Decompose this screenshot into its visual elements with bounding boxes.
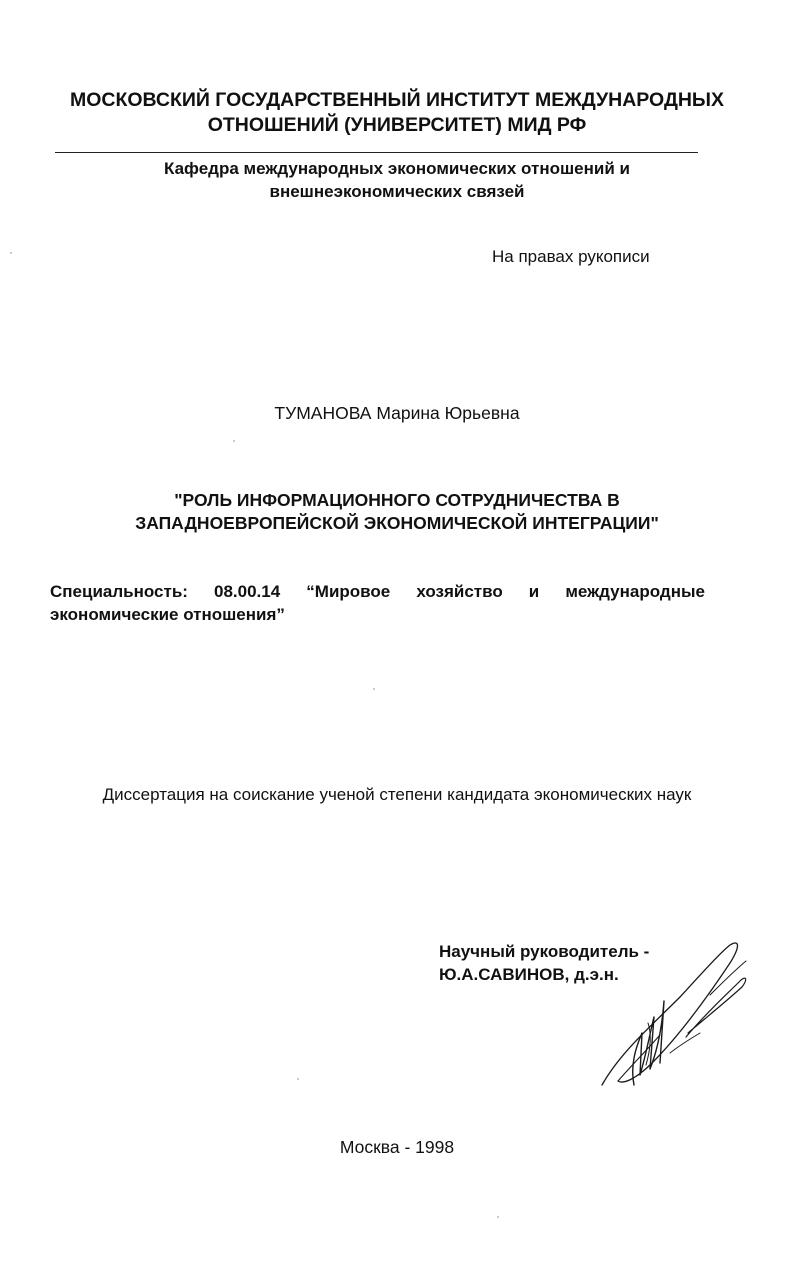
specialty-word: “Мировое bbox=[306, 582, 391, 601]
institution-name bbox=[40, 88, 754, 138]
specialty-line-2: экономические отношения” bbox=[50, 605, 285, 624]
supervisor-role: Научный руководитель - bbox=[439, 942, 650, 961]
scan-speck bbox=[10, 252, 12, 254]
dissertation-purpose: Диссертация на соискание ученой степени кандидата экономических наук bbox=[102, 785, 692, 804]
title-line-1: "РОЛЬ ИНФОРМАЦИОННОГО СОТРУДНИЧЕСТВА В bbox=[174, 490, 620, 510]
institution-line-1: МОСКОВСКИЙ ГОСУДАРСТВЕННЫЙ ИНСТИТУТ МЕЖДУНАРОДНЫХ bbox=[69, 89, 725, 111]
specialty-word: международные bbox=[565, 582, 705, 601]
specialty-line-1 bbox=[50, 580, 705, 603]
supervisor-signature bbox=[590, 935, 755, 1090]
institution-line-2: ОТНОШЕНИЙ (УНИВЕРСИТЕТ) МИД РФ bbox=[207, 114, 587, 136]
scan-speck bbox=[233, 440, 235, 442]
department-line-2: внешнеэкономических связей bbox=[269, 182, 525, 201]
specialty-word: Специальность: bbox=[50, 582, 188, 601]
author-name: ТУМАНОВА Марина Юрьевна bbox=[274, 403, 520, 423]
specialty-word: хозяйство bbox=[416, 582, 503, 601]
header-divider bbox=[55, 152, 698, 153]
dissertation-title bbox=[40, 489, 754, 535]
scan-speck bbox=[373, 688, 375, 690]
specialty bbox=[50, 580, 705, 626]
department-line-1: Кафедра международных экономических отношений и bbox=[164, 159, 630, 178]
city-year: Москва - 1998 bbox=[339, 1137, 455, 1157]
specialty-word: и bbox=[528, 582, 540, 601]
scan-speck bbox=[497, 1216, 499, 1218]
supervisor-name: Ю.А.САВИНОВ, д.э.н. bbox=[439, 965, 619, 984]
scan-speck bbox=[297, 1078, 299, 1080]
title-line-2: ЗАПАДНОЕВРОПЕЙСКОЙ ЭКОНОМИЧЕСКОЙ ИНТЕГРАЦИИ" bbox=[135, 513, 659, 533]
specialty-word: 08.00.14 bbox=[214, 582, 281, 601]
department-name bbox=[40, 157, 754, 203]
manuscript-rights-note: На правах рукописи bbox=[492, 247, 650, 266]
